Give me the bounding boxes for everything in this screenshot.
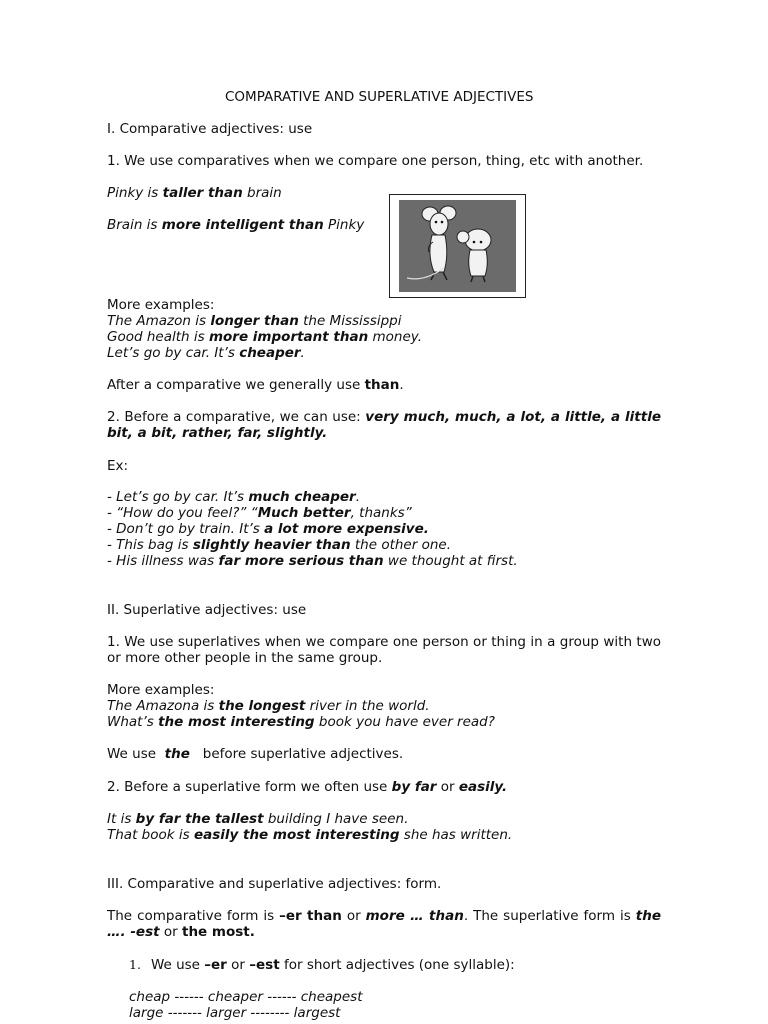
document-title: COMPARATIVE AND SUPERLATIVE ADJECTIVES [225, 89, 534, 105]
cartoon-image-frame [389, 194, 526, 298]
cartoon-image [399, 200, 516, 292]
example-line: - His illness was far more serious than we thought at first. [107, 553, 518, 569]
example-line: What’s the most interesting book you have ever read? [107, 714, 495, 730]
paragraph: 1. We use comparatives when we compare one person, thing, etc with another. [107, 153, 644, 169]
example-line: Brain is more intelligent than Pinky [107, 217, 365, 233]
example-line: - This bag is slightly heavier than the other one. [107, 537, 451, 553]
adjective-row: cheap ------ cheaper ------ cheapest [129, 989, 363, 1005]
paragraph: The comparative form is –er than or more … than. The superlative form is the …. -est or the most. [107, 908, 661, 940]
example-line: The Amazon is longer than the Mississippi [107, 313, 402, 329]
example-line: Good health is more important than money. [107, 329, 423, 345]
label-ex: Ex: [107, 458, 129, 474]
example-line: - “How do you feel?” “Much better, thanks” [107, 505, 412, 521]
example-line: - Let’s go by car. It’s much cheaper. [107, 489, 361, 505]
paragraph: We use the before superlative adjectives. [107, 746, 404, 762]
paragraph: 2. Before a comparative, we can use: very much, much, a lot, a little, a little bit, a bit, rather, far, slightly. [107, 409, 661, 441]
paragraph: 1. We use superlatives when we compare one person or thing in a group with two or more other people in the same group. [107, 634, 661, 666]
mice-illustration [399, 200, 516, 292]
example-line: - Don’t go by train. It’s a lot more expensive. [107, 521, 429, 537]
example-line: The Amazona is the longest river in the world. [107, 698, 430, 714]
example-line: It is by far the tallest building I have seen. [107, 811, 409, 827]
section-heading-superlative: II. Superlative adjectives: use [107, 602, 307, 618]
example-line: Pinky is taller than brain [107, 185, 282, 201]
section-heading-form: III. Comparative and superlative adjectives: form. [107, 876, 442, 892]
numbered-item: 1. We use –er or –est for short adjectives (one syllable): [129, 957, 515, 973]
adjective-row: large ------- larger -------- largest [129, 1005, 341, 1021]
section-heading-comparative: I. Comparative adjectives: use [107, 121, 313, 137]
label-more-examples: More examples: [107, 297, 215, 313]
example-line: That book is easily the most interesting she has written. [107, 827, 513, 843]
paragraph: After a comparative we generally use than. [107, 377, 404, 393]
paragraph: 2. Before a superlative form we often use by far or easily. [107, 779, 508, 795]
label-more-examples: More examples: [107, 682, 215, 698]
example-line: Let’s go by car. It’s cheaper. [107, 345, 305, 361]
